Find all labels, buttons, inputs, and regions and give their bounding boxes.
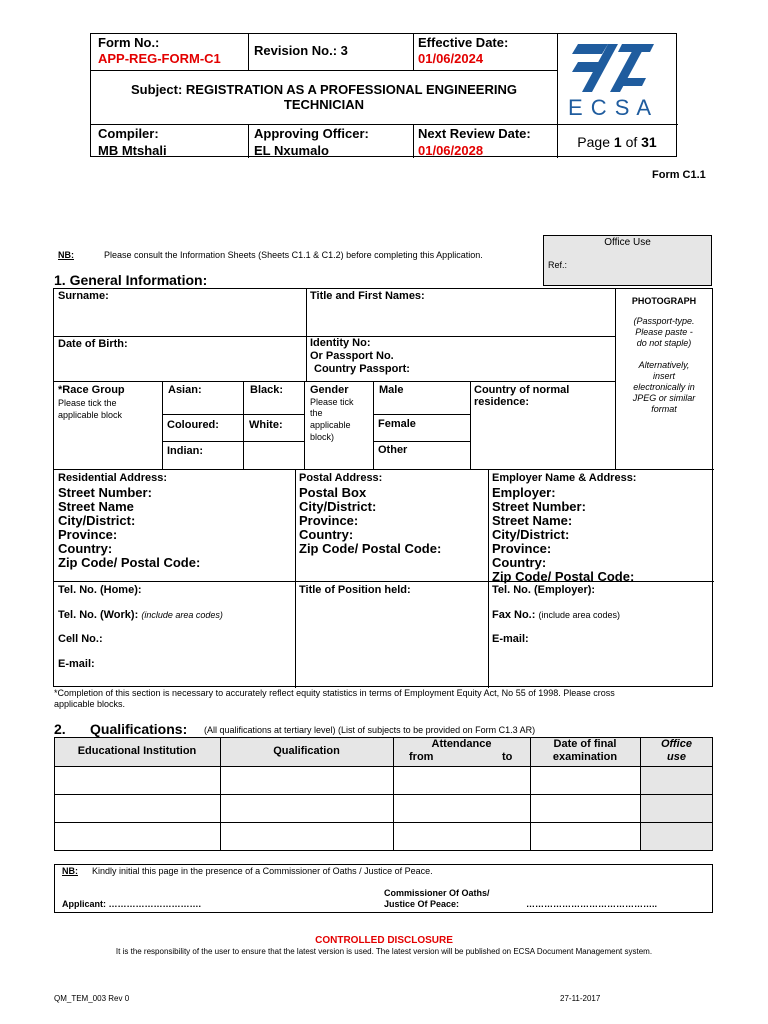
subject-line-2: TECHNICIAN: [283, 97, 365, 112]
race-group-label: *Race Group: [58, 384, 125, 396]
revision-no: Revision No.: 3: [254, 43, 348, 58]
qualifications-office-column: [640, 766, 712, 850]
email-label-personal: E-mail:: [58, 658, 95, 670]
photograph-title: PHOTOGRAPH: [631, 296, 697, 306]
employer-address-label: Employer Name & Address:: [492, 472, 637, 484]
res-zip: Zip Code/ Postal Code:: [58, 555, 201, 570]
footer-template-code: QM_TEM_003 Rev 0: [54, 994, 130, 1003]
subject-line-1: Subject: REGISTRATION AS A PROFESSIONAL ENGINEERING: [131, 82, 517, 97]
title-names-label: Title and First Names:: [310, 290, 425, 302]
effective-date-label: Effective Date:: [418, 35, 509, 50]
col-final-exam-2: examination: [552, 751, 618, 763]
nb-text: Please consult the Information Sheets (Sheets C1.1 & C1.2) before completing this Application.: [104, 250, 483, 260]
ecsa-logo-text: E C S A: [568, 95, 653, 120]
postal-zip: Zip Code/ Postal Code:: [299, 541, 442, 556]
gender-other[interactable]: Other: [378, 444, 408, 456]
col-attendance-from: from: [409, 751, 434, 763]
emp-city: City/District:: [492, 527, 570, 542]
gender-label: Gender: [310, 384, 349, 396]
fax-row: [492, 609, 620, 622]
race-black[interactable]: Black:: [250, 384, 284, 396]
office-use-ref: Ref.:: [548, 260, 568, 270]
col-attendance: Attendance: [431, 738, 492, 750]
photo-hint-5: insert: [652, 371, 675, 381]
race-coloured[interactable]: Coloured:: [167, 419, 219, 431]
next-review-label: Next Review Date:: [418, 126, 531, 141]
country-normal-2: residence:: [474, 396, 530, 408]
res-country: Country:: [58, 541, 113, 556]
race-hint-1: Please tick the: [58, 398, 117, 408]
gender-female[interactable]: Female: [378, 418, 416, 430]
race-asian[interactable]: Asian:: [168, 384, 202, 396]
emp-street-number: Street Number:: [492, 499, 586, 514]
fax-label: Fax No.:: [492, 609, 536, 621]
col-final-exam-1: Date of final: [553, 738, 617, 750]
photo-hint-6: electronically in: [633, 382, 695, 392]
postal-province: Province:: [299, 513, 359, 528]
photo-hint-1: (Passport-type.: [633, 316, 695, 326]
emp-province: Province:: [492, 541, 552, 556]
passport-no-label: Or Passport No.: [310, 350, 394, 362]
gender-hint-4: block): [310, 432, 335, 442]
gender-hint-2: the: [310, 408, 323, 418]
col-office-use-1: Office: [661, 738, 692, 750]
country-normal-1: Country of normal: [474, 384, 570, 396]
section-qualifications-hint: (All qualifications at tertiary level) (List of subjects to be provided on Form C1.3 AR): [204, 725, 536, 735]
race-hint-2: applicable block: [58, 410, 123, 420]
form-no-value: APP-REG-FORM-C1: [98, 51, 221, 66]
res-province: Province:: [58, 527, 118, 542]
equity-footnote-2: applicable blocks.: [54, 699, 126, 709]
section-qualifications-number: 2.: [54, 721, 66, 737]
equity-footnote-1: *Completion of this section is necessary to accurately reflect equity statistics in terms of Employment Equity Act, No 55 of 1998. Please cross: [54, 688, 615, 698]
res-street-name: Street Name: [58, 499, 134, 514]
email-label-employer: E-mail:: [492, 633, 529, 645]
commissioner-label-1: Commissioner Of Oaths/: [384, 888, 490, 898]
fax-hint: (include area codes): [538, 610, 621, 620]
tel-work-label: Tel. No. (Work):: [58, 609, 139, 621]
gender-hint-1: Please tick: [310, 397, 354, 407]
tel-work-hint: (include area codes): [141, 610, 223, 620]
commissioner-nb-label: NB:: [62, 866, 78, 876]
photo-hint-3: do not staple): [636, 338, 692, 348]
postal-country: Country:: [299, 527, 354, 542]
photo-hint-4: Alternatively,: [638, 360, 690, 370]
cell-label: Cell No.:: [58, 633, 103, 645]
tel-home-label: Tel. No. (Home):: [58, 584, 142, 596]
next-review-value: 01/06/2028: [418, 143, 484, 158]
race-indian[interactable]: Indian:: [167, 445, 204, 457]
col-qualification: Qualification: [273, 745, 340, 757]
photo-hint-2: Please paste -: [635, 327, 693, 337]
country-passport-label: Country Passport:: [314, 363, 410, 375]
gender-hint-3: applicable: [310, 420, 351, 430]
section-qualifications-title: Qualifications:: [90, 721, 188, 737]
gender-male[interactable]: Male: [379, 384, 404, 396]
tel-work-row: [58, 609, 223, 622]
photo-hint-7: JPEG or similar: [632, 393, 696, 403]
section-general-title: 1. General Information:: [54, 272, 208, 288]
footer-date: 27-11-2017: [560, 994, 601, 1003]
emp-country: Country:: [492, 555, 547, 570]
postal-city: City/District:: [299, 499, 377, 514]
id-no-label: Identity No:: [310, 337, 371, 349]
office-use-title: Office Use: [604, 237, 651, 248]
dob-label: Date of Birth:: [58, 338, 128, 350]
col-attendance-to: to: [502, 751, 513, 763]
emp-employer: Employer:: [492, 485, 556, 500]
residential-address-label: Residential Address:: [58, 472, 168, 484]
emp-zip: Zip Code/ Postal Code:: [492, 569, 635, 584]
res-street-number: Street Number:: [58, 485, 152, 500]
postal-box: Postal Box: [299, 485, 367, 500]
commissioner-nb-text: Kindly initial this page in the presence of a Commissioner of Oaths / Justice of Peace.: [92, 866, 433, 876]
commissioner-signature-dots: ……………………………………..: [526, 899, 658, 909]
version-note: It is the responsibility of the user to ensure that the latest version is used. The latest version will be published on ECSA Document Management system.: [115, 947, 653, 956]
general-info-table: [53, 288, 713, 687]
effective-date-value: 01/06/2024: [418, 51, 484, 66]
form-no-label: Form No.:: [98, 35, 160, 50]
photo-hint-8: format: [651, 404, 677, 414]
applicant-signature: Applicant: ………………………….: [62, 899, 201, 909]
postal-address-label: Postal Address:: [299, 472, 383, 484]
surname-label: Surname:: [58, 290, 109, 302]
controlled-disclosure: CONTROLLED DISCLOSURE: [315, 935, 453, 946]
compiler-value: MB Mtshali: [98, 143, 167, 158]
page-number: Page 1 of 31: [577, 134, 657, 150]
tel-employer-label: Tel. No. (Employer):: [492, 584, 596, 596]
approving-officer-value: EL Nxumalo: [254, 143, 329, 158]
col-office-use-2: use: [667, 751, 686, 763]
position-label: Title of Position held:: [299, 584, 411, 596]
col-institution: Educational Institution: [77, 745, 197, 757]
nb-label: NB:: [58, 250, 74, 260]
race-white[interactable]: White:: [249, 419, 283, 431]
approving-officer-label: Approving Officer:: [254, 126, 369, 141]
commissioner-label-2: Justice Of Peace:: [384, 899, 460, 909]
compiler-label: Compiler:: [98, 126, 159, 141]
res-city: City/District:: [58, 513, 136, 528]
ecsa-logo: [562, 38, 672, 122]
form-code: Form C1.1: [652, 169, 706, 181]
emp-street-name: Street Name:: [492, 513, 573, 528]
